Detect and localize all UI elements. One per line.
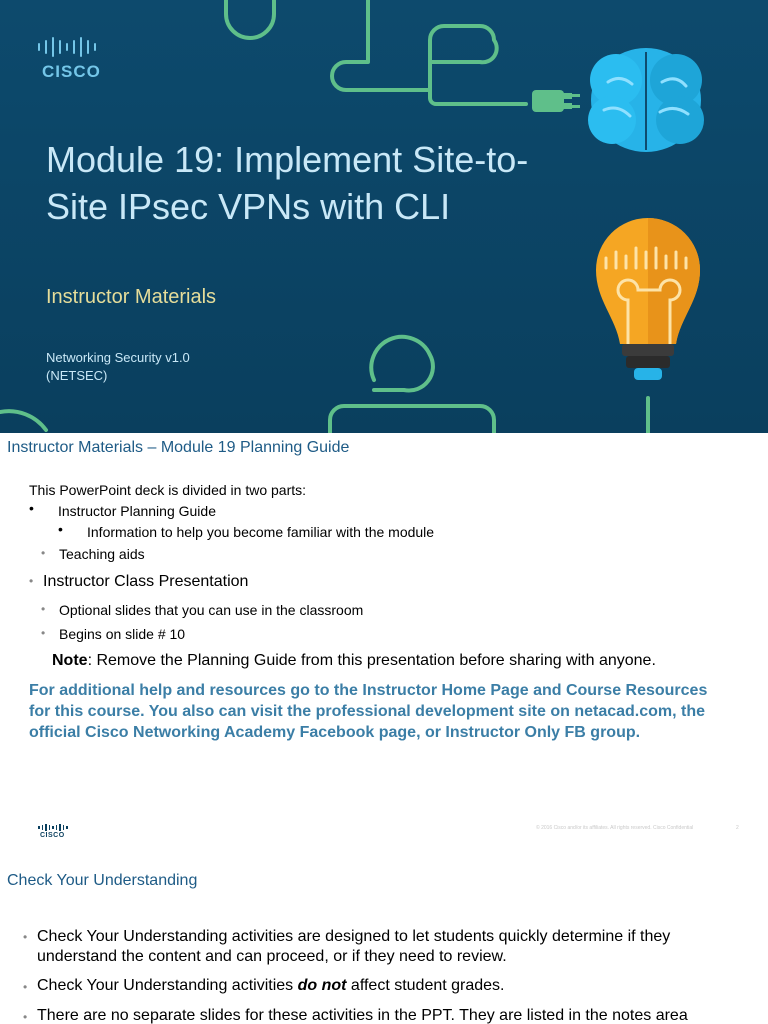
list-item-planning-guide: Instructor Planning Guide	[58, 503, 216, 519]
slide-subtitle: Instructor Materials	[46, 286, 217, 308]
bullet-text-2-post: affect student grades.	[346, 977, 505, 994]
bullet-text-1: Check Your Understanding activities are designed to let students quickly determine if they understand the content and can proceed, or if they need to review.	[37, 928, 671, 965]
bullet-icon: •	[23, 980, 28, 994]
page-number: 2	[736, 825, 739, 831]
slide-title-line-1: Module 19: Implement Site-to-	[46, 139, 529, 180]
bullet-icon: •	[41, 602, 46, 616]
bullet-icon: •	[41, 546, 46, 560]
check-understanding-slide	[0, 858, 768, 1024]
cisco-logo-bars-icon	[38, 36, 116, 58]
slide-title: Check Your Understanding	[7, 872, 198, 889]
cisco-logo-text: CISCO	[42, 62, 101, 81]
course-name-line-2: (NETSEC)	[46, 368, 108, 383]
bullet-icon: •	[29, 574, 34, 588]
brain-icon	[588, 48, 704, 152]
footer-logo-text: CISCO	[40, 832, 65, 839]
bullet-icon: •	[23, 1010, 28, 1024]
bullet-text-2	[37, 976, 505, 996]
course-name	[46, 349, 190, 385]
help-resources-text: For additional help and resources go to the Instructor Home Page and Course Resources for this course. You also can visit the professional development site on netacad.com, the official Cisco Networking Academy Facebook page, or Instructor Only FB group.	[29, 682, 708, 741]
note-text	[52, 652, 656, 670]
list-item-optional-slides: Optional slides that you can use in the classroom	[59, 602, 364, 618]
bullet-icon: •	[41, 626, 46, 640]
planning-guide-slide	[0, 433, 768, 858]
lightbulb-icon	[596, 218, 700, 380]
title-slide	[0, 0, 768, 433]
note-label: Note	[52, 652, 88, 669]
course-name-line-1: Networking Security v1.0	[46, 350, 190, 365]
bullet-icon: •	[23, 930, 28, 944]
list-item-teaching-aids: Teaching aids	[59, 546, 145, 562]
bullet-icon: •	[58, 521, 63, 537]
bullet-text-2-emphasis: do not	[297, 977, 347, 994]
slide-title: Instructor Materials – Module 19 Planning Guide	[7, 439, 350, 456]
intro-text: This PowerPoint deck is divided in two parts:	[29, 482, 307, 498]
cisco-logo	[36, 36, 116, 86]
list-item-class-presentation: Instructor Class Presentation	[43, 573, 249, 590]
footer-cisco-logo	[38, 823, 68, 839]
slide-title-line-2: Site IPsec VPNs with CLI	[46, 186, 451, 227]
slide-title	[46, 136, 586, 230]
plug-icon	[532, 90, 580, 112]
list-item-familiar: Information to help you become familiar with the module	[87, 524, 435, 540]
note-body: : Remove the Planning Guide from this presentation before sharing with anyone.	[87, 652, 656, 669]
bullet-text-3: There are no separate slides for these activities in the PPT. They are listed in the notes area	[37, 1007, 688, 1024]
list-item-begins: Begins on slide # 10	[59, 626, 186, 642]
bullet-text-2-pre: Check Your Understanding activities	[37, 977, 298, 994]
copyright-text: © 2016 Cisco and/or its affiliates. All rights reserved. Cisco Confidential	[536, 825, 694, 831]
footer-logo-bars-icon	[38, 823, 68, 831]
bullet-icon: •	[29, 500, 34, 516]
